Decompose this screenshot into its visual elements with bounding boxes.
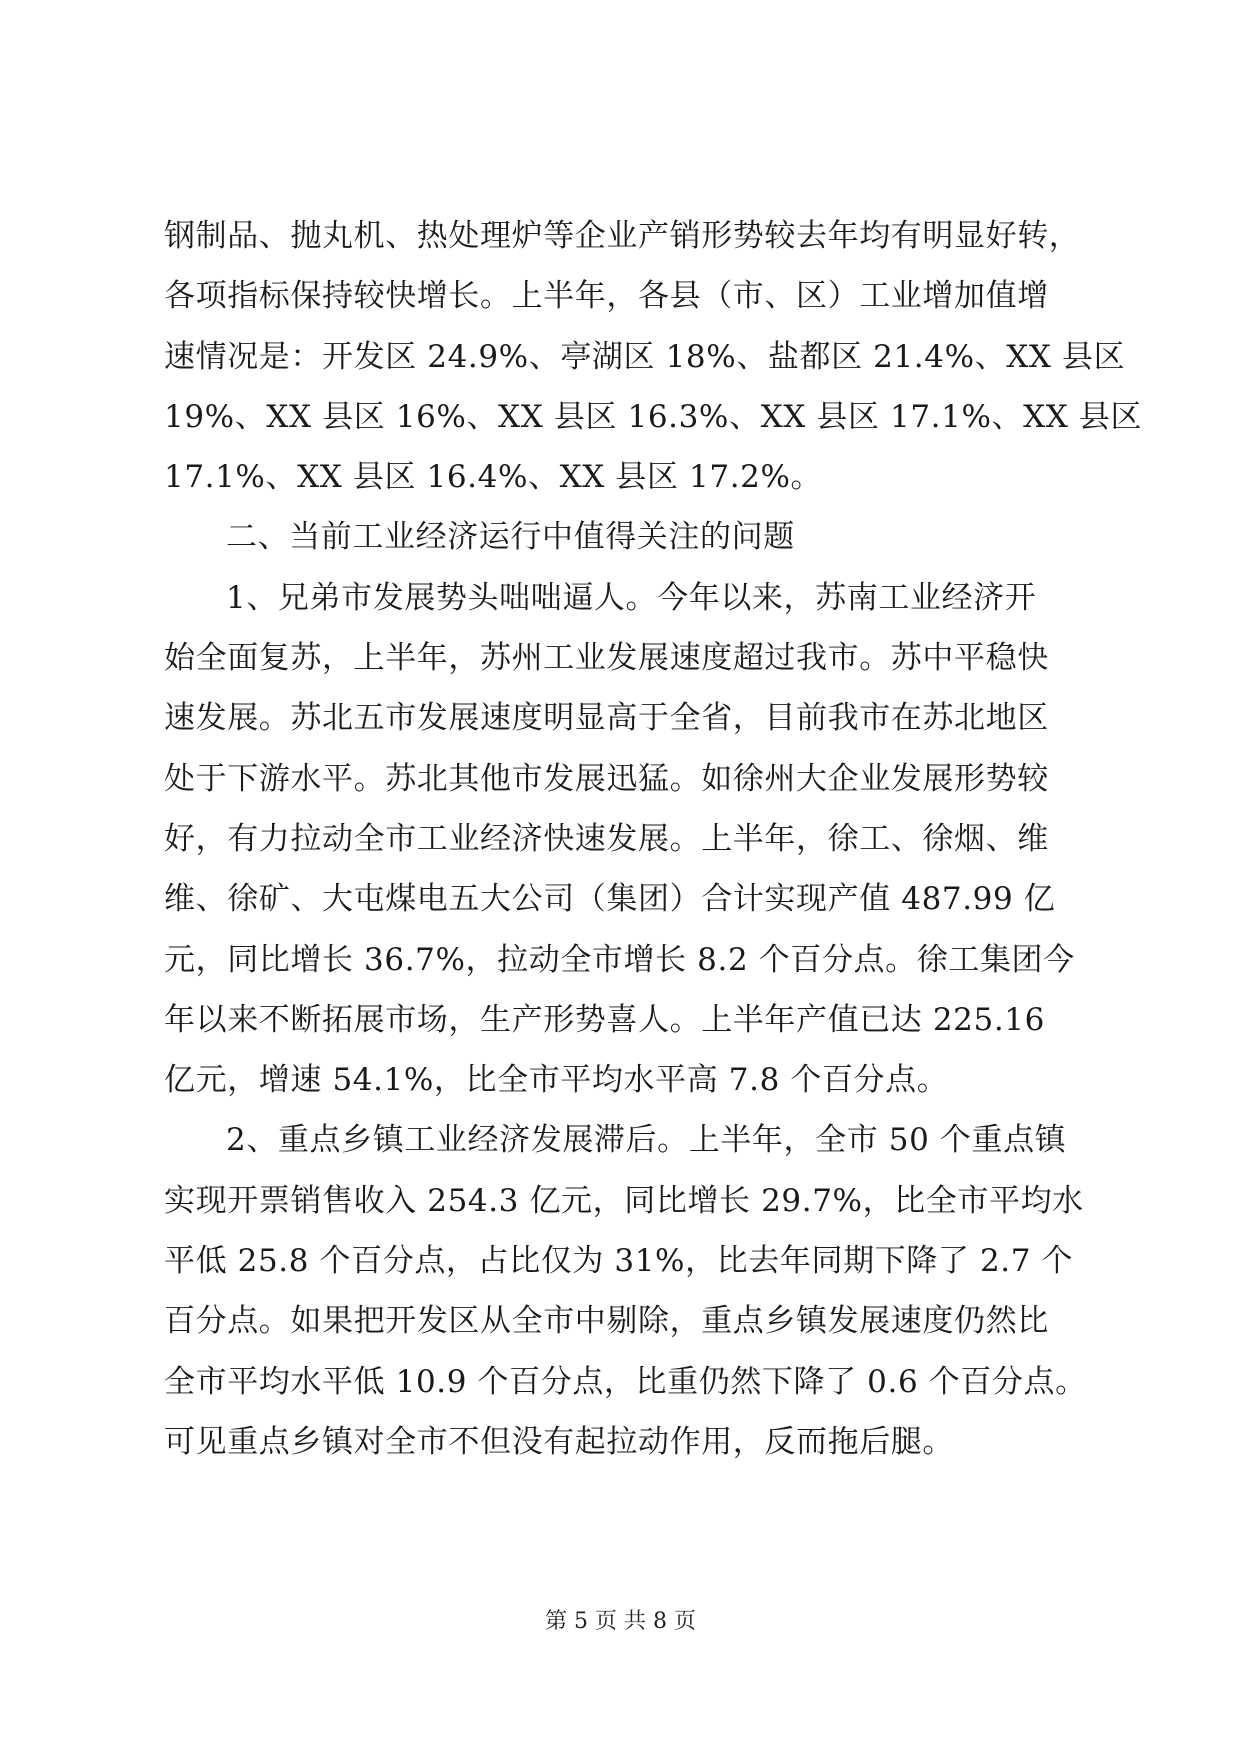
text-line: 始全面复苏，上半年，苏州工业发展速度超过我市。苏中平稳快 xyxy=(164,640,1049,677)
text-line: 平低 25.8 个百分点，占比仅为 31%，比去年同期下降了 2.7 个 xyxy=(164,1243,1074,1280)
text-line: 百分点。如果把开发区从全市中剔除，重点乡镇发展速度仍然比 xyxy=(164,1303,1049,1340)
text-line: 维、徐矿、大屯煤电五大公司（集团）合计实现产值 487.99 亿 xyxy=(164,881,1056,918)
text-line: 速发展。苏北五市发展速度明显高于全省，目前我市在苏北地区 xyxy=(164,700,1049,737)
text-line: 亿元，增速 54.1%，比全市平均水平高 7.8 个百分点。 xyxy=(164,1062,949,1099)
text-line: 元，同比增长 36.7%，拉动全市增长 8.2 个百分点。徐工集团今 xyxy=(164,941,1075,978)
text-line: 全市平均水平低 10.9 个百分点，比重仍然下降了 0.6 个百分点。 xyxy=(164,1363,1087,1400)
text-line: 19%、XX 县区 16%、XX 县区 16.3%、XX 县区 17.1%、XX 县区 xyxy=(164,398,1143,435)
text-line: 实现开票销售收入 254.3 亿元，同比增长 29.7%，比全市平均水 xyxy=(164,1182,1084,1219)
text-line: 年以来不断拓展市场，生产形势喜人。上半年产值已达 225.16 xyxy=(164,1001,1045,1038)
text-line: 处于下游水平。苏北其他市发展迅猛。如徐州大企业发展形势较 xyxy=(164,760,1049,797)
section-heading: 二、当前工业经济运行中值得关注的问题 xyxy=(226,519,795,556)
text-line: 钢制品、抛丸机、热处理炉等企业产销形势较去年均有明显好转， xyxy=(164,218,1081,254)
text-line: 可见重点乡镇对全市不但没有起拉动作用，反而拖后腿。 xyxy=(164,1423,954,1460)
text-line: 好，有力拉动全市工业经济快速发展。上半年，徐工、徐烟、维 xyxy=(164,820,1049,857)
page-number-footer: 第 5 页 共 8 页 xyxy=(545,1609,696,1634)
text-line: 各项指标保持较快增长。上半年，各县（市、区）工业增加值增 xyxy=(164,278,1049,315)
text-line: 速情况是：开发区 24.9%、亭湖区 18%、盐都区 21.4%、XX 县区 xyxy=(164,338,1126,375)
text-line: 17.1%、XX 县区 16.4%、XX 县区 17.2%。 xyxy=(164,459,823,496)
text-line: 2、重点乡镇工业经济发展滞后。上半年，全市 50 个重点镇 xyxy=(226,1122,1067,1159)
text-line: 1、兄弟市发展势头咄咄逼人。今年以来，苏南工业经济开 xyxy=(226,579,1037,616)
document-body xyxy=(164,206,1143,1472)
